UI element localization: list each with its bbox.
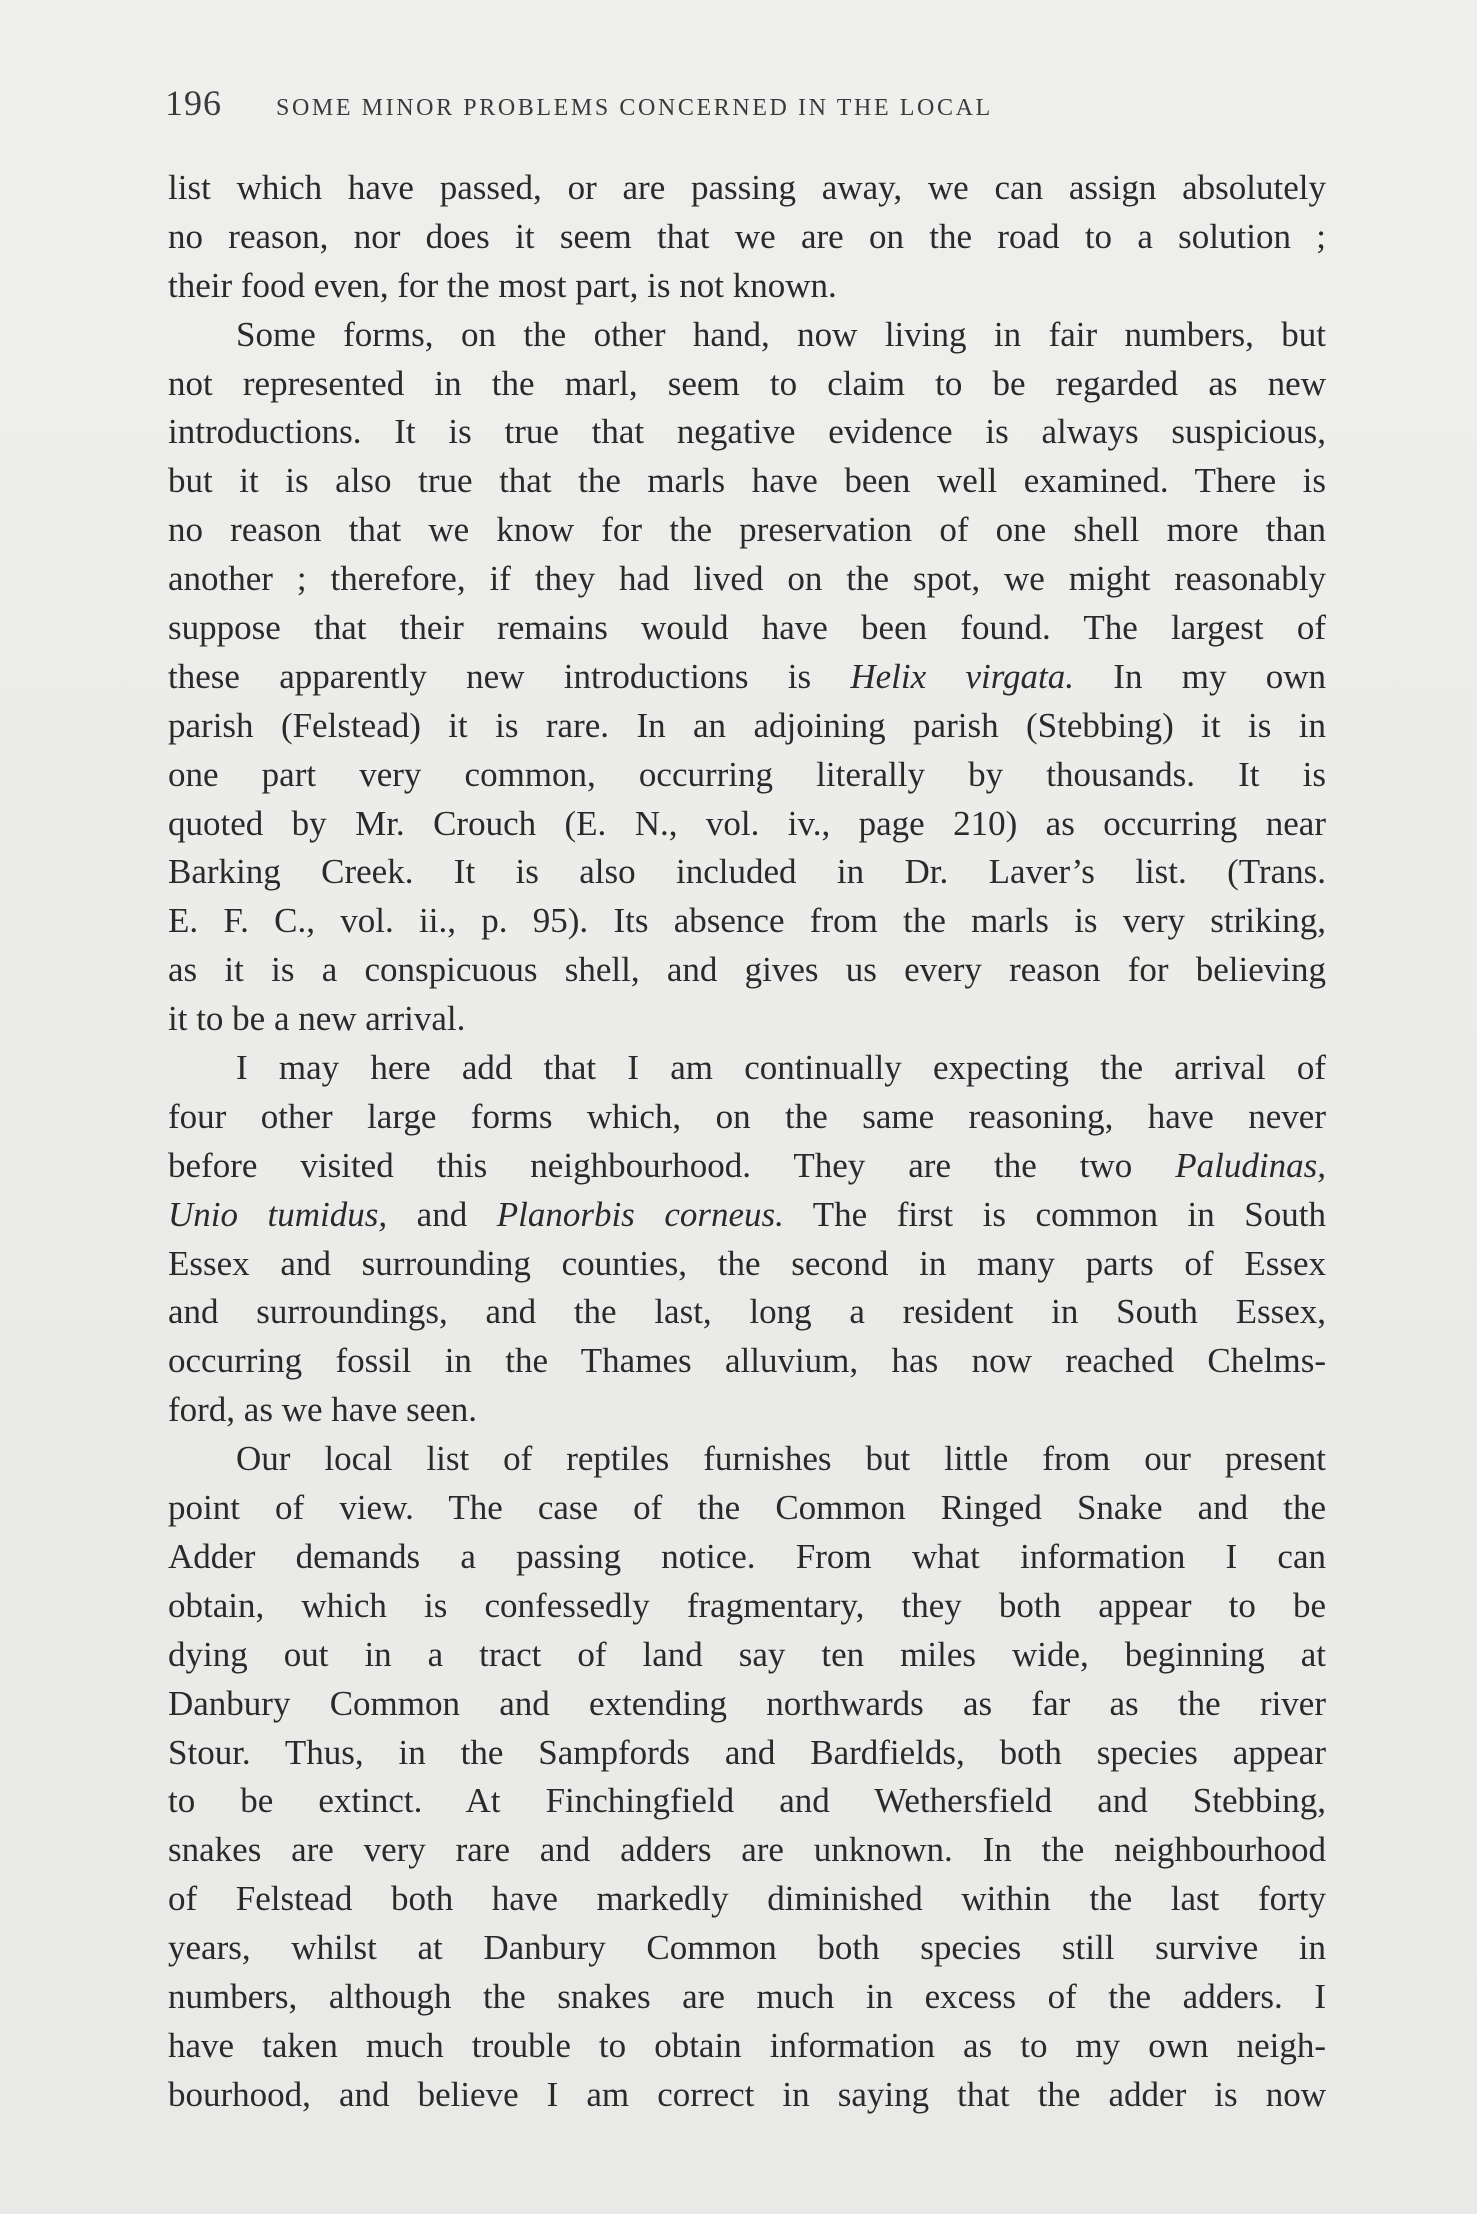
text-run: their food even, for the most part, is not known. [168, 265, 837, 305]
text-line [168, 946, 1326, 995]
text-line [168, 1435, 1326, 1484]
text-run: quoted by Mr. Crouch (E. N., vol. iv., page 210) as occurring near [168, 803, 1326, 843]
text-run: Some forms, on the other hand, now living in fair numbers, but [236, 314, 1326, 354]
italic-text: Unio tumidus, [168, 1194, 388, 1234]
text-line [168, 506, 1326, 555]
text-run: not represented in the marl, seem to claim to be regarded as new [168, 363, 1326, 403]
text-run: as it is a conspicuous shell, and gives us every reason for believing [168, 950, 1326, 990]
text-run: it to be a new arrival. [168, 999, 466, 1039]
text-run: introductions. It is true that negative evidence is always suspicious, [168, 412, 1326, 452]
text-run: Our local list of reptiles furnishes but little from our present [236, 1439, 1326, 1479]
text-line [168, 1044, 1326, 1093]
text-line [168, 555, 1326, 604]
text-line [168, 897, 1326, 946]
text-run: I may here add that I am continually expecting the arrival of [236, 1048, 1326, 1088]
italic-text: Helix virgata. [850, 656, 1075, 696]
text-run: snakes are very rare and adders are unknown. In the neighbourhood [168, 1830, 1326, 1870]
page-number: 196 [165, 83, 222, 123]
text-line [168, 1973, 1326, 2022]
text-run: dying out in a tract of land say ten miles wide, beginning at [168, 1634, 1326, 1674]
text-run: of Felstead both have markedly diminished within the last forty [168, 1879, 1326, 1919]
text-run: E. F. C., vol. ii., p. 95). Its absence from the marls is very striking, [168, 901, 1326, 941]
text-run: occurring fossil in the Thames alluvium, has now reached Chelms- [168, 1341, 1326, 1381]
text-line [168, 848, 1326, 897]
text-line [168, 1191, 1326, 1240]
text-line [168, 1142, 1326, 1191]
text-line [168, 702, 1326, 751]
body-text [168, 164, 1326, 2120]
text-line [168, 311, 1326, 360]
text-run: obtain, which is confessedly fragmentary, they both appear to be [168, 1585, 1326, 1625]
text-line [168, 800, 1326, 849]
text-line [168, 213, 1326, 262]
text-line [168, 262, 1326, 311]
text-run: these apparently new introductions is [168, 656, 851, 696]
text-run: four other large forms which, on the same reasoning, have never [168, 1096, 1326, 1136]
text-run: another ; therefore, if they had lived on the spot, we might reasonably [168, 559, 1326, 599]
text-line [168, 1484, 1326, 1533]
text-run: In my own [1074, 656, 1326, 696]
text-run: bourhood, and believe I am correct in saying that the adder is now [168, 2074, 1326, 2114]
text-run: parish (Felstead) it is rare. In an adjoining parish (Stebbing) it is in [168, 705, 1326, 745]
text-run: years, whilst at Danbury Common both species still survive in [168, 1928, 1326, 1968]
text-run: Adder demands a passing notice. From what information I can [168, 1536, 1326, 1576]
text-line [168, 2022, 1326, 2071]
text-line [168, 751, 1326, 800]
text-line [168, 1582, 1326, 1631]
text-run: have taken much trouble to obtain information as to my own neigh- [168, 2025, 1326, 2065]
text-line [168, 2071, 1326, 2120]
text-line [168, 1337, 1326, 1386]
text-run: to be extinct. At Finchingfield and Wethersfield and Stebbing, [168, 1781, 1326, 1821]
text-run: and surroundings, and the last, long a resident in South Essex, [168, 1292, 1326, 1332]
text-line [168, 457, 1326, 506]
text-run: Barking Creek. It is also included in Dr. Laver’s list. (Trans. [168, 852, 1326, 892]
text-line [168, 653, 1326, 702]
text-line [168, 1875, 1326, 1924]
italic-text: Paludinas, [1175, 1145, 1326, 1185]
italic-text: Planorbis corneus. [496, 1194, 784, 1234]
text-line [168, 1680, 1326, 1729]
text-line [168, 1777, 1326, 1826]
text-run: no reason that we know for the preservation of one shell more than [168, 510, 1326, 550]
text-line [168, 1288, 1326, 1337]
text-line [168, 408, 1326, 457]
text-line [168, 995, 1326, 1044]
running-head [165, 82, 1325, 132]
text-line [168, 1924, 1326, 1973]
text-run: point of view. The case of the Common Ringed Snake and the [168, 1488, 1326, 1528]
text-run: suppose that their remains would have been found. The largest of [168, 608, 1326, 648]
text-line [168, 360, 1326, 409]
text-line [168, 1826, 1326, 1875]
text-run: Stour. Thus, in the Sampfords and Bardfields, both species appear [168, 1732, 1326, 1772]
text-line [168, 1386, 1326, 1435]
text-line [168, 164, 1326, 213]
text-line [168, 1093, 1326, 1142]
text-run: before visited this neighbourhood. They are the two [168, 1145, 1176, 1185]
text-run: Essex and surrounding counties, the second in many parts of Essex [168, 1243, 1326, 1283]
text-line [168, 604, 1326, 653]
text-line [168, 1533, 1326, 1582]
text-run: ford, as we have seen. [168, 1390, 478, 1430]
text-line [168, 1729, 1326, 1778]
text-line [168, 1631, 1326, 1680]
text-run: one part very common, occurring literally by thousands. It is [168, 754, 1326, 794]
text-run: Danbury Common and extending northwards as far as the river [168, 1683, 1326, 1723]
text-run: and [387, 1194, 497, 1234]
text-run: list which have passed, or are passing away, we can assign absolutely [168, 168, 1326, 207]
text-line [168, 1240, 1326, 1289]
text-run: The first is common in South [783, 1194, 1326, 1234]
text-run: but it is also true that the marls have been well examined. There is [168, 461, 1326, 501]
running-title: SOME MINOR PROBLEMS CONCERNED IN THE LOCAL [276, 95, 993, 121]
text-run: numbers, although the snakes are much in excess of the adders. I [168, 1976, 1326, 2016]
text-run: no reason, nor does it seem that we are on the road to a solution ; [168, 216, 1326, 256]
